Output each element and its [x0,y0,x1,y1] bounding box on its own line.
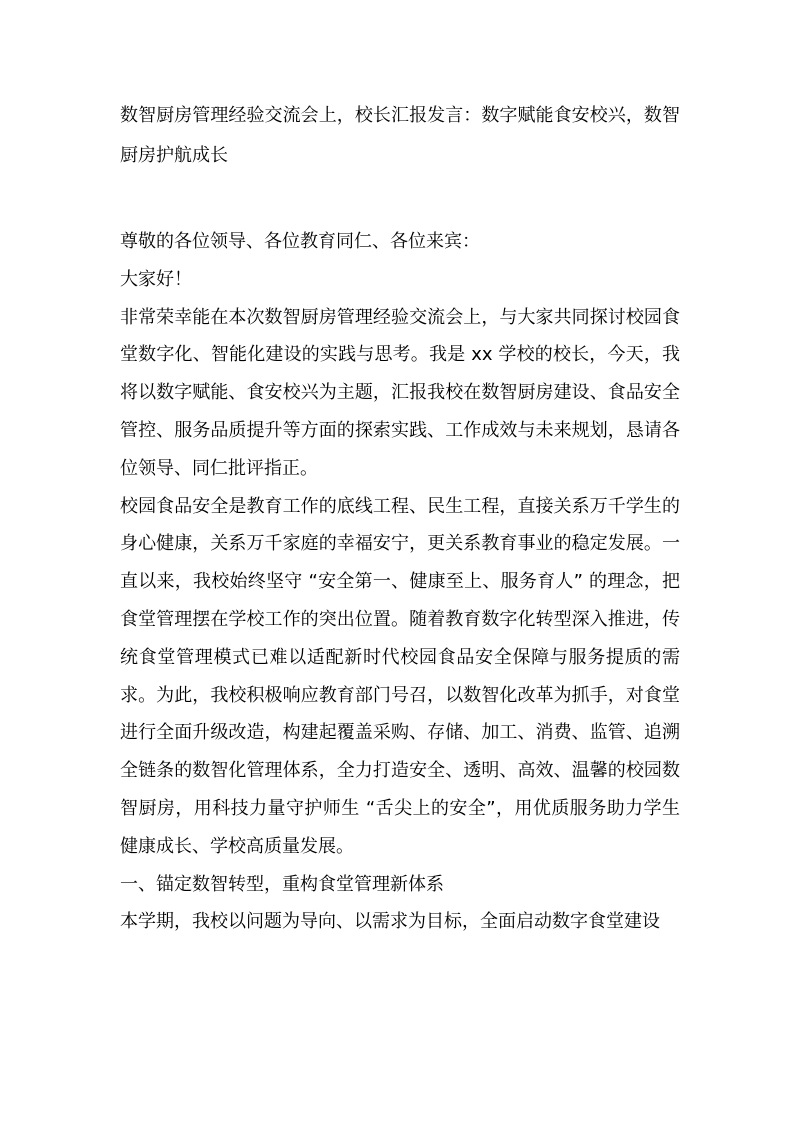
greeting: 大家好！ [120,268,192,290]
title-spacer [120,176,680,223]
document-body [120,96,680,941]
document-title: 数智厨房管理经验交流会上，校长汇报发言：数字赋能食安校兴，数智厨房护航成长 [120,105,680,166]
paragraph-intro: 非常荣幸能在本次数智厨房管理经验交流会上，与大家共同探讨校园食堂数字化、智能化建设的实践与思考。我是 xx 学校的校长，今天，我将以数字赋能、食安校兴为主题，汇报我校在数智厨房建设、食品安全管控、服务品质提升等方面的探索实践、工作成效与未来规划，恳请各位领导、同仁批评指正。 [120,306,680,479]
section-paragraph: 本学期，我校以问题为导向、以需求为目标，全面启动数字食堂建设 [120,911,660,933]
paragraph-background: 校园食品安全是教育工作的底线工程、民生工程，直接关系万千学生的身心健康，关系万千家庭的幸福安宁，更关系教育事业的稳定发展。一直以来，我校始终坚守 “安全第一、健康至上、服务育人” 的理念，把食堂管理摆在学校工作的突出位置。随着教育数字化转型深入推进，传统食堂管理模式已难以适配新时代校园食品安全保障与服务提质的需求。为此，我校积极响应教育部门号召，以数智化改革为抓手，对食堂进行全面升级改造，构建起覆盖采购、存储、加工、消费、监管、追溯全链条的数智化管理体系，全力打造安全、透明、高效、温馨的校园数智厨房，用科技力量守护师生 “舌尖上的安全”，用优质服务助力学生健康成长、学校高质量发展。 [120,495,680,857]
section-heading: 一、锚定数智转型，重构食堂管理新体系 [120,873,444,895]
salutation: 尊敬的各位领导、各位教育同仁、各位来宾： [120,231,480,252]
